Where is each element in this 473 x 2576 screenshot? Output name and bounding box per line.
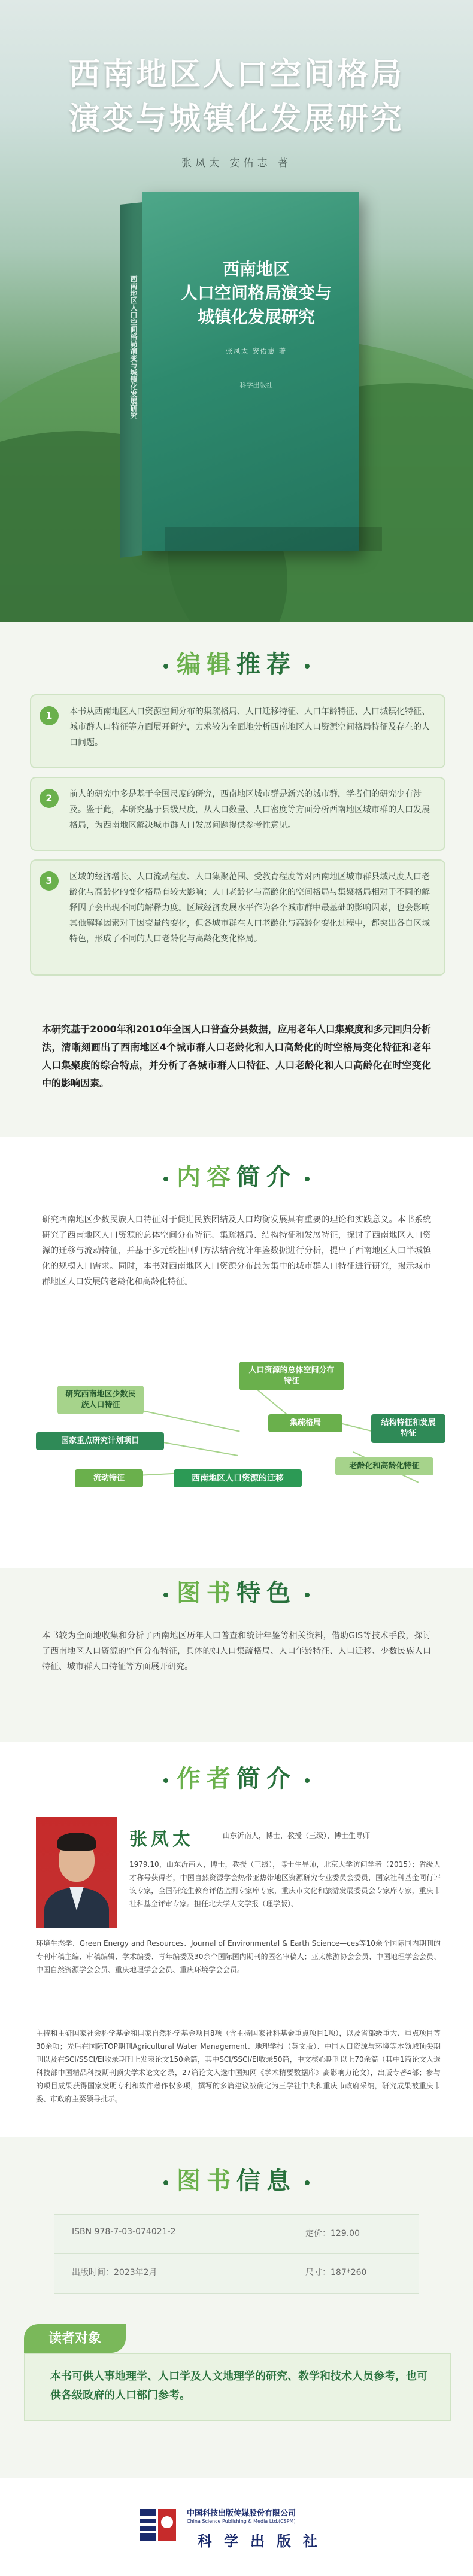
title-part-a: 作者 [177,1764,236,1793]
isbn-value: ISBN 978-7-03-074021-2 [72,2227,176,2237]
reader-text: 本书可供人事地理学、人口学及人文地理学的研究、教学和技术人员参考，也可供各级政府的人口部门参考。 [50,2370,427,2402]
author-bio: 环境生态学、Green Energy and Resources、Journal of Environmental & Earth Science—ces等10余个国际国内期刊的专刊审稿主编、审稿编辑、学术编委、青年编委及30余个国际国内期刊的匿名审稿人；亚太旅游协会会员、中国地理学会会员、中国自然资源学会会员、重庆地理学会会员、重庆环境学会会员。 [36,1939,441,1974]
info-table [54,2214,419,2294]
cover-title-line: 人口空间格局演变与 [180,283,332,303]
title-part-b: 特色 [236,1579,296,1607]
diagram-node: 研究西南地区少数民族人口特征 [57,1386,144,1414]
title-part-a: 编辑 [177,650,236,678]
title-part-a: 图书 [177,1579,236,1607]
title-part-b: 简介 [236,1764,296,1793]
author-bio: 主持和主研国家社会科学基金和国家自然科学基金项目8项（含主持国家社科基金重点项目1项），以及省部级重大、重点项目等30余项；先后在国际TOP期刊Agricultural Water Management、地理学报（英文版）、中国人口资源与环境等本领域顶尖期刊以及在SCI/SSCI/EI收录期刊上发表论文150余篇，其中SCI/SSCI/EI收录50篇，中文核心期刊以上70余篇（其中1篇论文入选科技部中国精品科技期刊顶尖学术论文名录，27篇论文入选中国知网《学术精要数据库》高影响力论文），出版专著4部；参与的项目成果获得国家发明专利和软件著作权多项，撰写的多篇建议被确定为三学社中央和重庆市政府采纳，研究成果被重庆市委、市政府主要领导批示。 [36,2029,441,2103]
hero-authors: 张凤太 安佑志 著 [181,157,292,169]
author-section-title [0,1760,473,1794]
title-part-b: 信息 [236,2167,296,2195]
date-value: 出版时间：2023年2月 [72,2268,157,2277]
size-value: 尺寸：187*260 [305,2268,367,2277]
price-value: 定价：129.00 [305,2229,360,2238]
info-row [54,2254,419,2292]
hero-title-line2: 演变与城镇化发展研究 [68,101,404,137]
reader-tag: 读者对象 [24,2324,126,2353]
dot-icon [305,664,310,669]
editor-section-title [0,645,473,679]
dot-icon [305,1177,310,1181]
diagram-node: 人口资源的总体空间分布特征 [239,1362,344,1390]
diagram-node: 老龄化和高龄化特征 [335,1457,433,1475]
recommend-text: 前人的研究中多是基于全国尺度的研究，西南地区城市群是新兴的城市群，学者们的研究少有涉及。鉴于此，本研究基于县级尺度，从人口数量、人口密度等方面分析西南地区城市群的人口发展格局，为西南地区解决城市群人口发展问题提供参考性意见。 [69,789,430,830]
content-intro-text: 研究西南地区少数民族人口特征对于促进民族团结及人口均衡发展具有重要的理论和实践意义。本书系统研究了西南地区人口资源的总体空间分布特征、集疏格局、结构特征和发展特征，探讨了西南地区人口资源的迁移与流动特征，并基于多元线性回归方法结合统计年鉴数据进行分析，提出了西南地区人口半城镇化的规模人口需求。同时，本书对西南地区人口资源分布最为集中的城市群人口特征进行研究，揭示城市群地区人口发展的老龄化和高龄化特征。 [42,1215,431,1287]
hero-banner [0,0,473,622]
footer [0,2478,473,2576]
features-text: 本书较为全面地收集和分析了西南地区历年人口普查和统计年鉴等相关资料，借助GIS等技术手段，探讨了西南地区人口资源的空间分布特征，具体的如人口集疏格局、人口年龄特征、人口迁移、少数民族人口特征、城市群人口特征等方面展开研究。 [42,1631,431,1672]
recommend-text: 区域的经济增长、人口流动程度、人口集聚范围、受教育程度等对西南地区城市群县域尺度人口老龄化与高龄化的变化格局有较大影响；人口老龄化与高龄化的空间格局与集聚格局相对于不同的解释因子会出现不同的解释力度。区域经济发展水平作为各个城市群中最基础的影响因素，也会影响其他解释因素对于因变量的变化，但各城市群在人口老龄化与高龄化变化过程中，都突出各自区域特色，形成了不同的人口老龄化与高龄化变化格局。 [69,872,430,944]
diagram-node: 集疏格局 [268,1414,342,1432]
hero-title-line1: 西南地区人口空间格局 [68,56,404,93]
author-bio: 1979.10，山东沂南人，博士，教授（三级），博士生导师，北京大学访问学者（2015）；省级人才称号获得者，中国自然资源学会热带亚热带地区资源研究专业委员会委员，国家社科基金同行评议专家，全国研究生教育评估监测专家库专家，重庆市文化和旅游发展委员会专家库专家，重庆市社科基金评审专家。担任北大学人文学报（理学版）、 [129,1860,441,1908]
diagram-center-node: 西南地区人口资源的迁移 [174,1469,302,1487]
recommend-card-2 [30,777,445,851]
book-spine-text: 西南地区人口空间格局演变与城镇化发展研究 [129,275,138,419]
title-part-b: 推荐 [236,650,296,678]
author-name: 张凤太 [129,1829,194,1850]
title-part-a: 内容 [177,1163,236,1191]
diagram-node: 国家重点研究计划项目 [36,1432,164,1450]
info-row [54,2215,419,2254]
dot-icon [163,664,168,669]
author-photo [36,1817,117,1928]
title-part-b: 简介 [236,1163,296,1191]
dot-icon [163,2180,168,2185]
recommend-card-1 [30,694,445,768]
book-cover [142,192,359,551]
book-cover-strip [165,527,382,551]
publisher-logo-icon [138,2504,180,2546]
diagram-node: 结构特征和发展特征 [371,1414,445,1443]
reader-box [24,2353,451,2421]
title-part-a: 图书 [177,2167,236,2195]
recommend-card-3 [30,859,445,976]
dot-icon [163,1778,168,1783]
cover-title-line: 西南地区 [222,259,290,279]
dot-icon [163,1177,168,1181]
book-cover-title [166,257,346,329]
content-section-title [0,1158,473,1192]
author-subtitle: 山东沂南人，博士，教授（三级），博士生导师 [223,1831,371,1840]
book-cover-image [120,192,359,557]
cover-title-line: 城镇化发展研究 [197,307,315,327]
number-badge: 2 [40,789,59,808]
publisher-group-cn: 中国科技出版传媒股份有限公司 [187,2509,296,2518]
recommend-text: 本书从西南地区人口资源空间分布的集疏格局、人口迁移特征、人口年龄特征、人口城镇化特征、城市群人口特征等方面展开研究，力求较为全面地分析西南地区人口资源空间格局特征及存在的人口问题。 [69,707,430,748]
recommend-summary: 本研究基于2000年和2010年全国人口普查分县数据，应用老年人口集聚度和多元回归分析法，清晰刻画出了西南地区4个城市群人口老龄化和人口高龄化的时空格局变化特征和老年人口集聚度的综合特点，并分析了各城市群人口特征、人口老龄化和人口高龄化在时空变化中的影响因素。 [42,1023,431,1089]
photo-hair [57,1833,96,1851]
features-section-title [0,1574,473,1608]
book-cover-authors: 张凤太 安佑志 著 [226,347,287,355]
dot-icon [305,2180,310,2185]
publisher-name: 科学出版社 [198,2532,329,2550]
book-cover-publisher: 科学出版社 [239,381,273,389]
diagram-node: 流动特征 [75,1469,143,1487]
publisher-group-en: China Science Publishing & Media Ltd.(CSPM) [187,2519,296,2524]
number-badge: 3 [40,871,59,891]
content-diagram [0,1356,473,1535]
dot-icon [163,1593,168,1597]
dot-icon [305,1778,310,1783]
number-badge: 1 [40,706,59,725]
info-section-title [0,2162,473,2196]
dot-icon [305,1593,310,1597]
